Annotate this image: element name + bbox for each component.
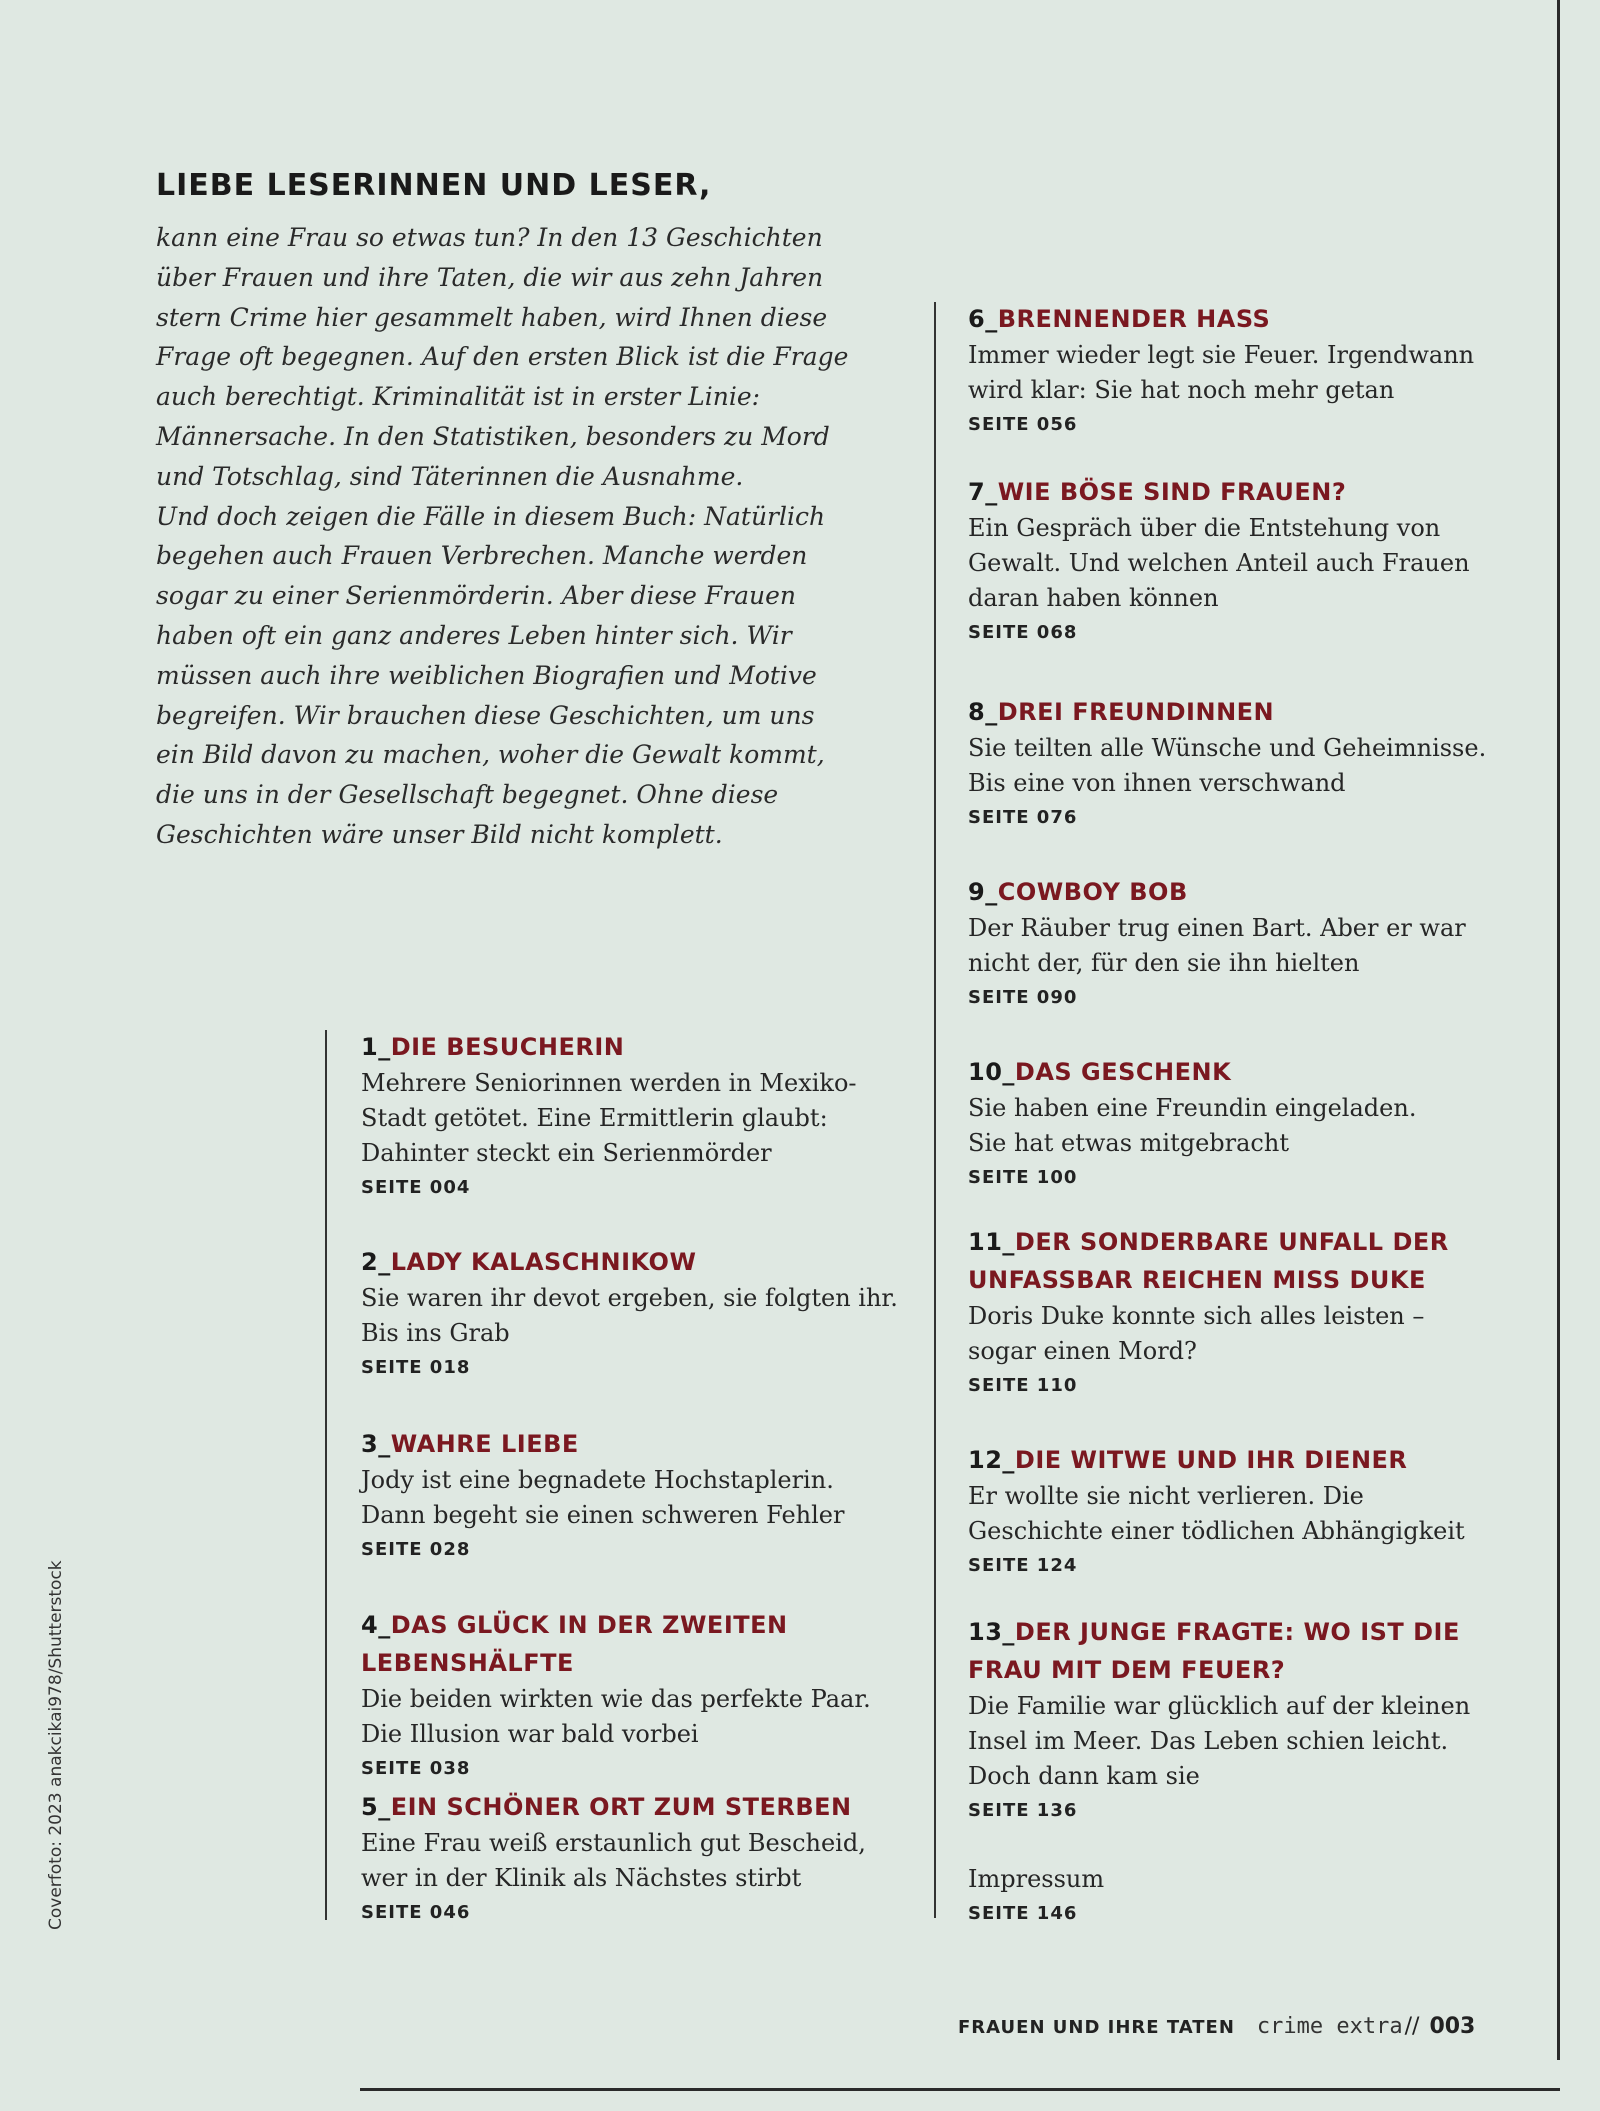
editorial-line: die uns in der Gesellschaft begegnet. Ohne diese <box>156 780 779 810</box>
toc-entry-description <box>361 1281 921 1351</box>
toc-entry-title <box>361 1788 921 1826</box>
toc-entry-number: 10_ <box>968 1058 1015 1086</box>
toc-entry-title <box>968 1053 1528 1091</box>
toc-entry-title <box>361 1425 921 1463</box>
toc-entry[interactable] <box>968 1613 1528 1828</box>
toc-entry-number: 13_ <box>968 1618 1015 1646</box>
toc-entry-title-text: DIE WITWE UND IHR DIENER <box>1014 1446 1408 1474</box>
toc-entry-title-text: WIE BÖSE SIND FRAUEN? <box>997 478 1347 506</box>
editorial-line: und Totschlag, sind Täterinnen die Ausnahme. <box>156 461 744 491</box>
toc-entry-title-text: FRAU MIT DEM FEUER? <box>968 1656 1286 1684</box>
page-frame-right <box>1557 0 1560 2060</box>
editorial-line: begehen auch Frauen Verbrechen. Manche werden <box>156 541 808 571</box>
editorial-greeting: LIEBE LESERINNEN UND LESER, <box>156 168 712 203</box>
toc-entry-title <box>968 1651 1528 1689</box>
toc-entry-number: 9_ <box>968 878 998 906</box>
toc-entry-description-line: Eine Frau weiß erstaunlich gut Bescheid, <box>361 1829 866 1857</box>
toc-entry-page: SEITE 056 <box>968 414 1078 435</box>
toc-entry-description-line: wird klar: Sie hat noch mehr getan <box>968 376 1395 404</box>
toc-entry-description-line: Immer wieder legt sie Feuer. Irgendwann <box>968 341 1475 369</box>
toc-entry-description-line: Sie waren ihr devot ergeben, sie folgten ihr. <box>361 1284 898 1312</box>
toc-entry-description-line: Die Illusion war bald vorbei <box>361 1720 699 1748</box>
toc-entry-title <box>361 1606 921 1682</box>
toc-entry-description-line: Mehrere Seniorinnen werden in Mexiko- <box>361 1069 857 1097</box>
editorial-line: auch berechtigt. Kriminalität ist in erster Linie: <box>156 382 761 412</box>
toc-entry-page: SEITE 100 <box>968 1167 1078 1188</box>
editorial-line: sogar zu einer Serienmörderin. Aber diese Frauen <box>156 581 797 611</box>
toc-entry-page: SEITE 028 <box>361 1539 471 1560</box>
toc-entry-number: 11_ <box>968 1228 1015 1256</box>
toc-entry-title-text: COWBOY BOB <box>997 878 1188 906</box>
toc-entry-page: SEITE 136 <box>968 1800 1078 1821</box>
footer-section: FRAUEN UND IHRE TATEN <box>958 2017 1235 2038</box>
toc-entry-page: SEITE 076 <box>968 807 1078 828</box>
toc-entry-description <box>968 1091 1528 1161</box>
toc-entry-description <box>968 1479 1528 1549</box>
toc-entry[interactable] <box>361 1028 921 1205</box>
toc-entry-title <box>968 473 1528 511</box>
toc-entry-description-line: Bis ins Grab <box>361 1319 510 1347</box>
toc-entry-description-line: Dann begeht sie einen schweren Fehler <box>361 1501 845 1529</box>
toc-entry-description <box>361 1826 921 1896</box>
editorial-line: müssen auch ihre weiblichen Biografien und Motive <box>156 660 817 690</box>
toc-entry-number: 4_ <box>361 1611 391 1639</box>
toc-entry-title <box>968 1441 1528 1479</box>
editorial-line: stern Crime hier gesammelt haben, wird Ihnen diese <box>156 302 828 332</box>
editorial-line: haben oft ein ganz anderes Leben hinter sich. Wir <box>156 620 792 650</box>
editorial-line: begreifen. Wir brauchen diese Geschichten, um uns <box>156 700 815 730</box>
toc-entry-title-text: LADY KALASCHNIKOW <box>390 1248 697 1276</box>
toc-entry-description-line: Gewalt. Und welchen Anteil auch Frauen <box>968 549 1470 577</box>
toc-entry-description <box>968 511 1528 616</box>
toc-entry-description-line: Doris Duke konnte sich alles leisten – <box>968 1302 1425 1330</box>
toc-entry-title-text: UNFASSBAR REICHEN MISS DUKE <box>968 1266 1426 1294</box>
toc-entry-page: SEITE 004 <box>361 1177 471 1198</box>
toc-entry-title-text: DAS GESCHENK <box>1014 1058 1232 1086</box>
toc-entry-number: 2_ <box>361 1248 391 1276</box>
toc-entry-title-text: EIN SCHÖNER ORT ZUM STERBEN <box>390 1793 852 1821</box>
page-frame-bottom <box>360 2088 1560 2091</box>
toc-entry-description-line: Doch dann kam sie <box>968 1762 1200 1790</box>
toc-entry-title-text: DIE BESUCHERIN <box>390 1033 625 1061</box>
toc-entry[interactable] <box>968 693 1528 835</box>
toc-entry-title-text: BRENNENDER HASS <box>997 305 1271 333</box>
toc-entry[interactable] <box>968 1862 1528 1931</box>
toc-entry-page: SEITE 110 <box>968 1375 1078 1396</box>
editorial-line: über Frauen und ihre Taten, die wir aus zehn Jahren <box>156 262 824 292</box>
editorial-line: Männersache. In den Statistiken, besonders zu Mord <box>156 421 830 451</box>
page-footer <box>958 2014 1475 2039</box>
toc-entry-description-line: Er wollte sie nicht verlieren. Die <box>968 1482 1364 1510</box>
toc-entry-description-line: Sie teilten alle Wünsche und Geheimnisse. <box>968 734 1487 762</box>
toc-entry[interactable] <box>361 1606 921 1786</box>
toc-entry-title <box>361 1243 921 1281</box>
editorial-line: ein Bild davon zu machen, woher die Gewalt kommt, <box>156 740 825 770</box>
photo-credit: Coverfoto: 2023 anakcikai978/Shutterstock <box>46 1560 66 1930</box>
toc-entry-number: 12_ <box>968 1446 1015 1474</box>
toc-entry-description-line: Geschichte einer tödlichen Abhängigkeit <box>968 1517 1465 1545</box>
toc-entry-title <box>968 1261 1528 1299</box>
editorial-line: Und doch zeigen die Fälle in diesem Buch: Natürlich <box>156 501 826 531</box>
editorial-line: kann eine Frau so etwas tun? In den 13 Geschichten <box>156 223 823 252</box>
toc-entry-description-line: Impressum <box>968 1865 1105 1893</box>
toc-entry-number: 5_ <box>361 1793 391 1821</box>
toc-entry[interactable] <box>361 1425 921 1567</box>
toc-entry-description-line: daran haben können <box>968 584 1219 612</box>
toc-entry-description-line: Bis eine von ihnen verschwand <box>968 769 1346 797</box>
toc-entry-description-line: Die beiden wirkten wie das perfekte Paar. <box>361 1685 871 1713</box>
toc-entry-description-line: Insel im Meer. Das Leben schien leicht. <box>968 1727 1449 1755</box>
toc-entry[interactable] <box>968 473 1528 650</box>
toc-column-right <box>934 302 1528 1924</box>
toc-entry-title <box>968 300 1528 338</box>
footer-page-number: 003 <box>1429 2014 1476 2039</box>
toc-entry-title-text: DER JUNGE FRAGTE: WO IST DIE <box>1014 1618 1460 1646</box>
toc-entry[interactable] <box>361 1788 921 1930</box>
toc-entry-description <box>361 1682 921 1752</box>
toc-entry-page: SEITE 146 <box>968 1903 1078 1924</box>
toc-entry-description-line: Stadt getötet. Eine Ermittlerin glaubt: <box>361 1104 828 1132</box>
toc-entry[interactable] <box>968 1053 1528 1195</box>
toc-entry-title-text: DER SONDERBARE UNFALL DER <box>1014 1228 1449 1256</box>
toc-entry[interactable] <box>968 1223 1528 1403</box>
toc-entry-description <box>968 1862 1528 1897</box>
toc-entry-description-line: wer in der Klinik als Nächstes stirbt <box>361 1864 802 1892</box>
toc-entry-description <box>968 731 1528 801</box>
toc-entry-number: 3_ <box>361 1430 391 1458</box>
toc-entry-page: SEITE 038 <box>361 1758 471 1779</box>
toc-entry-title-text: DAS GLÜCK IN DER ZWEITEN LEBENSHÄLFTE <box>361 1611 788 1677</box>
toc-entry-description-line: Die Familie war glücklich auf der kleinen <box>968 1692 1471 1720</box>
toc-entry-description-line: Ein Gespräch über die Entstehung von <box>968 514 1441 542</box>
toc-entry-description-line: Sie hat etwas mitgebracht <box>968 1129 1289 1157</box>
toc-entry-number: 1_ <box>361 1033 391 1061</box>
toc-entry-title <box>968 1223 1528 1261</box>
editorial-text <box>156 218 876 855</box>
toc-entry[interactable] <box>968 300 1528 442</box>
toc-entry-description-line: Sie haben eine Freundin eingeladen. <box>968 1094 1417 1122</box>
toc-entry-number: 8_ <box>968 698 998 726</box>
editorial-line: Geschichten wäre unser Bild nicht komplett. <box>156 819 723 849</box>
toc-entry-description <box>968 1299 1528 1369</box>
toc-entry-description <box>361 1463 921 1533</box>
toc-entry-description <box>968 1689 1528 1794</box>
toc-column-left <box>325 1030 921 1923</box>
toc-entry-page: SEITE 090 <box>968 987 1078 1008</box>
toc-entry[interactable] <box>968 873 1528 1015</box>
toc-entry-page: SEITE 046 <box>361 1902 471 1923</box>
toc-entry[interactable] <box>361 1243 921 1385</box>
toc-entry-page: SEITE 018 <box>361 1357 471 1378</box>
editorial-line: Frage oft begegnen. Auf den ersten Blick ist die Frage <box>156 342 849 372</box>
toc-entry-number: 7_ <box>968 478 998 506</box>
toc-entry-description-line: Jody ist eine begnadete Hochstaplerin. <box>361 1466 834 1494</box>
toc-entry-description <box>361 1066 921 1171</box>
toc-entry[interactable] <box>968 1441 1528 1583</box>
toc-entry-page: SEITE 124 <box>968 1555 1078 1576</box>
toc-entry-number: 6_ <box>968 305 998 333</box>
toc-entry-description <box>968 338 1528 408</box>
toc-entry-description-line: Dahinter steckt ein Serienmörder <box>361 1139 772 1167</box>
toc-entry-description-line: nicht der, für den sie ihn hielten <box>968 949 1360 977</box>
toc-entry-title-text: WAHRE LIEBE <box>390 1430 579 1458</box>
footer-magazine: crime extra <box>1256 2014 1403 2039</box>
toc-entry-title <box>968 1613 1528 1651</box>
toc-entry-description-line: sogar einen Mord? <box>968 1337 1197 1365</box>
toc-entry-title <box>968 873 1528 911</box>
toc-entry-description <box>968 911 1528 981</box>
toc-entry-title <box>968 693 1528 731</box>
toc-entry-page: SEITE 068 <box>968 622 1078 643</box>
footer-separator: // <box>1404 2014 1420 2039</box>
toc-entry-title <box>361 1028 921 1066</box>
toc-entry-title-text: DREI FREUNDINNEN <box>997 698 1275 726</box>
toc-entry-description-line: Der Räuber trug einen Bart. Aber er war <box>968 914 1466 942</box>
